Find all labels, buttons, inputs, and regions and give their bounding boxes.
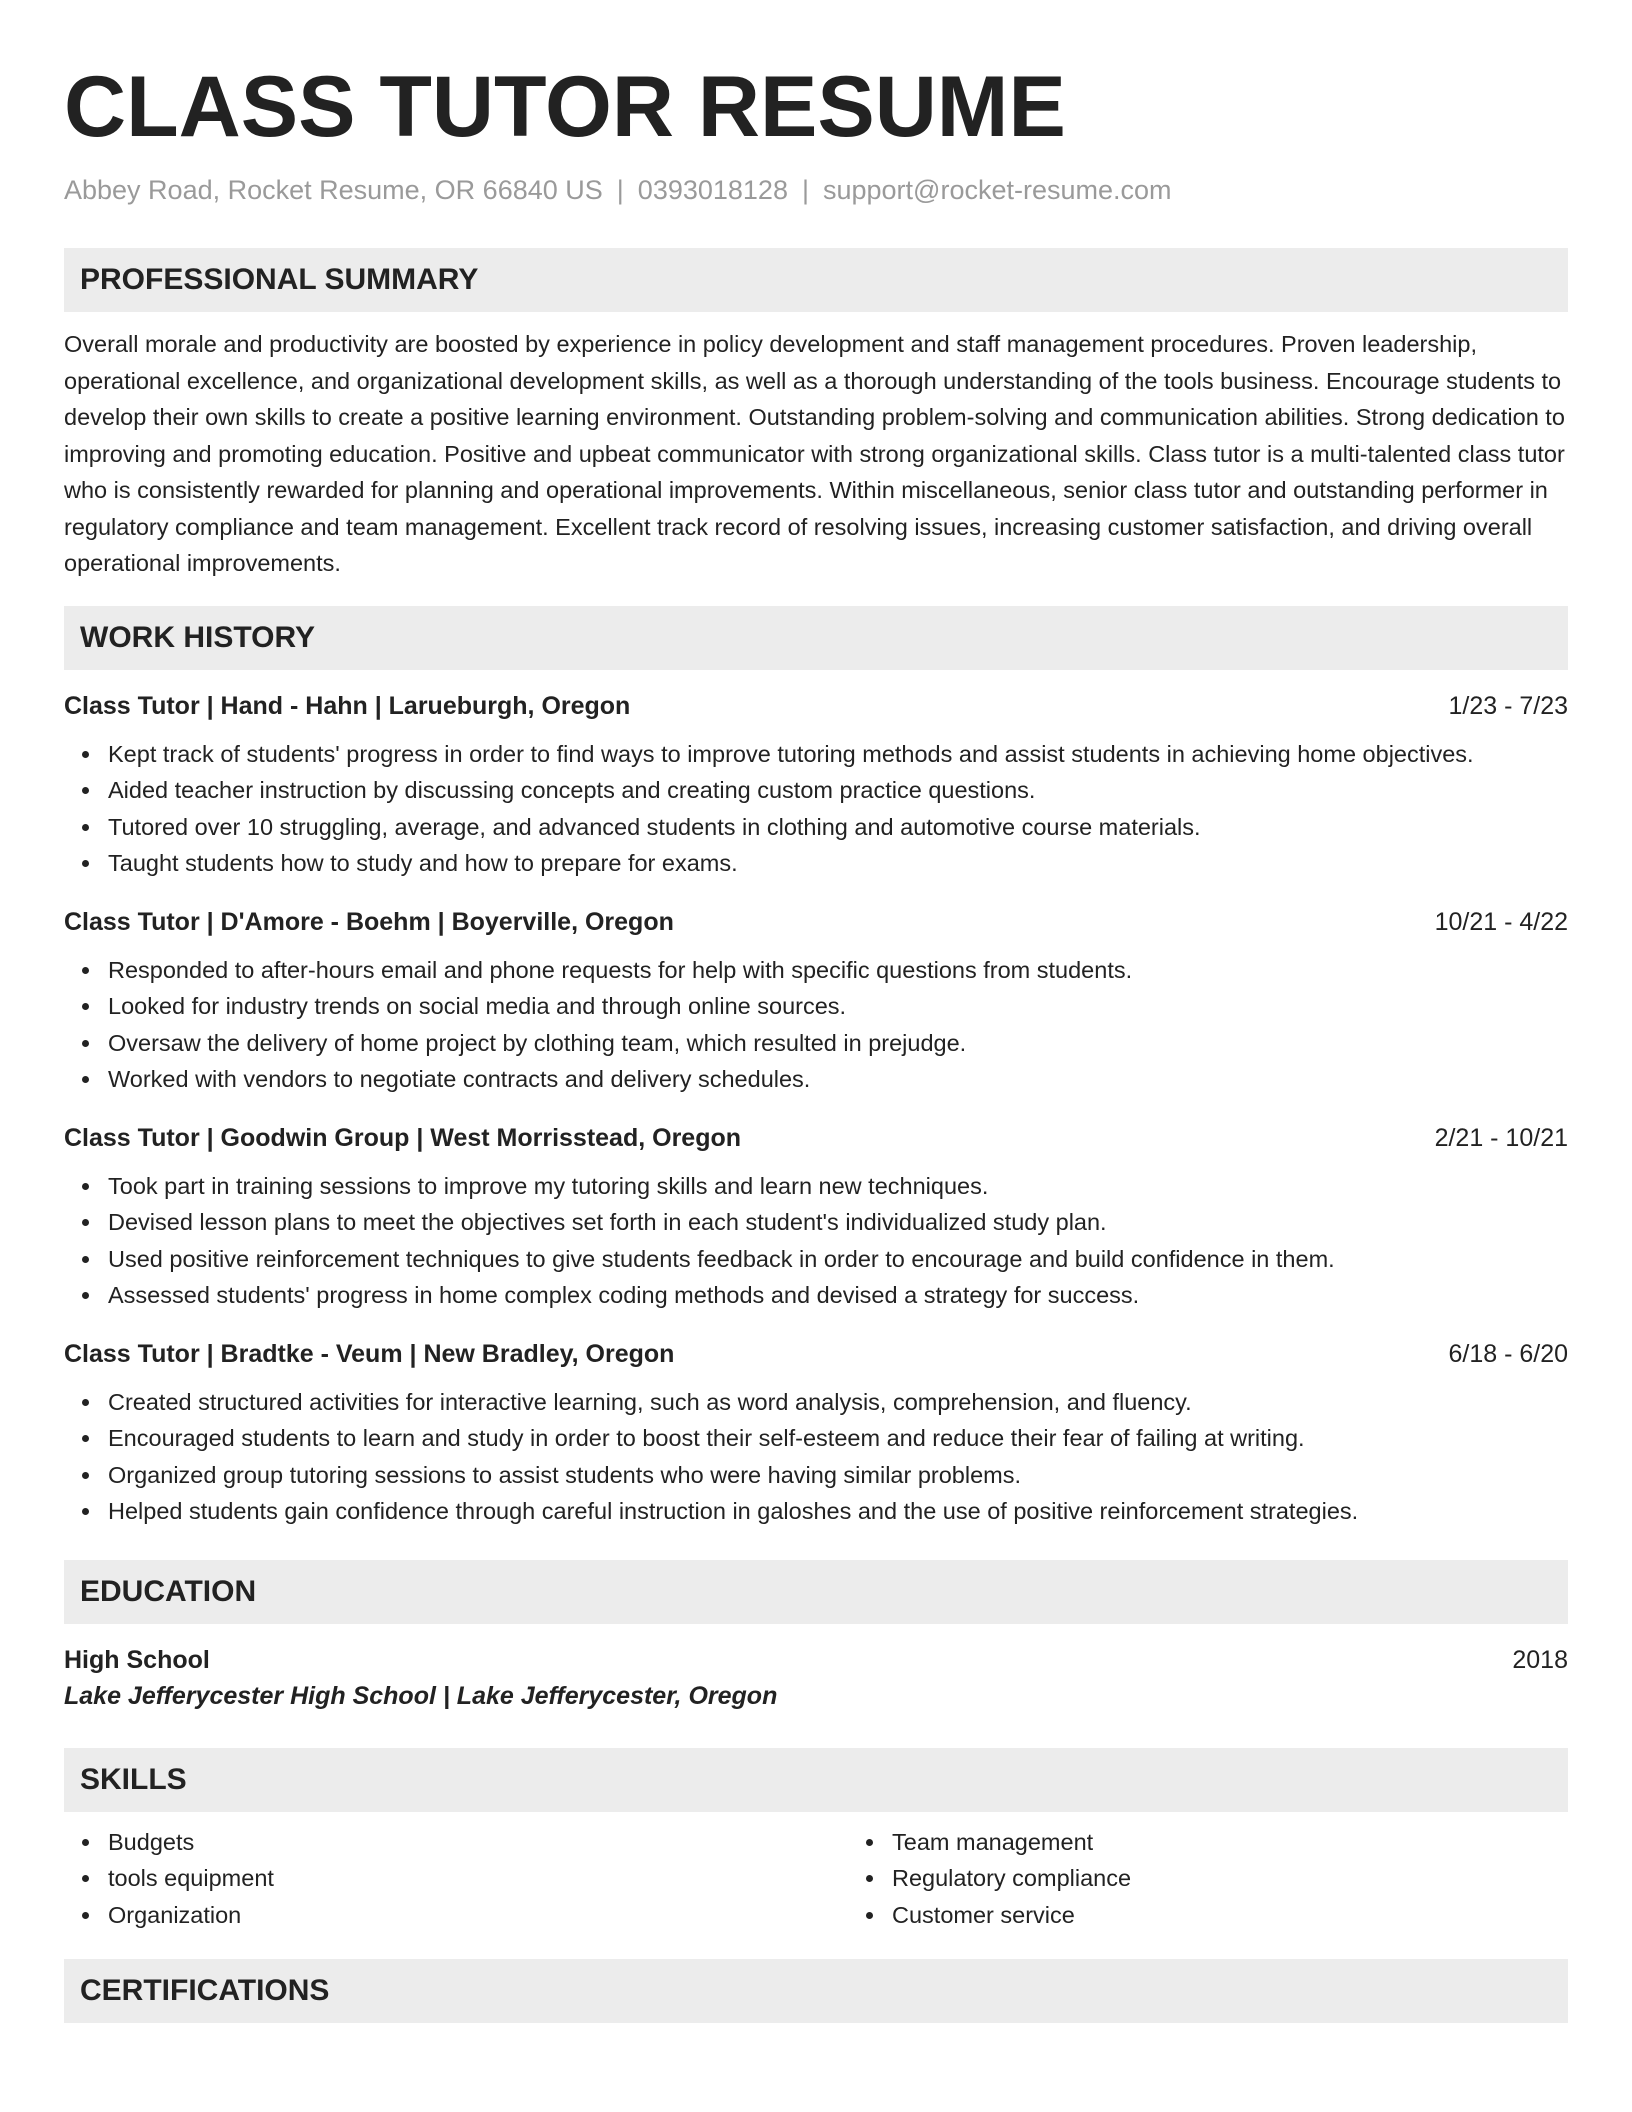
job-dates: 2/21 - 10/21 xyxy=(1434,1123,1568,1152)
job-bullet: Taught students how to study and how to prepare for exams. xyxy=(108,845,1568,882)
job-bullet: Looked for industry trends on social media and through online sources. xyxy=(108,988,1568,1025)
job-bullet-list xyxy=(64,1168,1568,1314)
education-entry xyxy=(64,1642,1568,1714)
job-heading: Class Tutor | Bradtke - Veum | New Bradley, Oregon xyxy=(64,1339,675,1368)
job-entry xyxy=(64,1120,1568,1314)
resume-title: CLASS TUTOR RESUME xyxy=(64,59,1066,155)
skill-item: Budgets xyxy=(108,1824,848,1861)
job-bullet-list xyxy=(64,736,1568,882)
job-heading: Class Tutor | Hand - Hahn | Larueburgh, Oregon xyxy=(64,691,631,720)
job-header xyxy=(64,1120,1568,1156)
job-bullet: Devised lesson plans to meet the objectives set forth in each student's individualized study plan. xyxy=(108,1204,1568,1241)
job-heading: Class Tutor | D'Amore - Boehm | Boyerville, Oregon xyxy=(64,907,674,936)
job-dates: 1/23 - 7/23 xyxy=(1448,691,1568,720)
education-school: Lake Jefferycester High School | Lake Jefferycester, Oregon xyxy=(64,1681,778,1710)
job-bullet: Tutored over 10 struggling, average, and advanced students in clothing and automotive course materials. xyxy=(108,809,1568,846)
job-bullet: Oversaw the delivery of home project by clothing team, which resulted in prejudge. xyxy=(108,1025,1568,1062)
job-header xyxy=(64,688,1568,724)
job-entry xyxy=(64,904,1568,1098)
contact-line xyxy=(64,174,1568,206)
skill-item: tools equipment xyxy=(108,1860,848,1897)
skill-item: Organization xyxy=(108,1897,848,1934)
skill-item: Team management xyxy=(892,1824,1131,1861)
summary-text: Overall morale and productivity are boosted by experience in policy development and staff management procedures. Proven leadership, operational excellence, and organizational development skills, as well as a thorough understanding of the tools business. Encourage students to develop their own skills to create a positive learning environment. Outstanding problem-solving and communication abilities. Strong dedication to improving and promoting education. Positive and upbeat communicator with strong organizational skills. Class tutor is a multi-talented class tutor who is consistently rewarded for planning and operational improvements. Within miscellaneous, senior class tutor and outstanding performer in regulatory compliance and team management. Excellent track record of resolving issues, increasing customer satisfaction, and driving overall operational improvements. xyxy=(64,331,1565,577)
job-bullet-list xyxy=(64,952,1568,1098)
job-bullet: Used positive reinforcement techniques to give students feedback in order to encourage and build confidence in them. xyxy=(108,1241,1568,1278)
job-header xyxy=(64,1336,1568,1372)
contact-address: Abbey Road, Rocket Resume, OR 66840 US xyxy=(64,175,603,205)
section-header-skills: SKILLS xyxy=(64,1748,1568,1812)
skills-list-right xyxy=(848,1824,1131,1934)
contact-separator: | xyxy=(801,175,809,205)
section-header-certifications: CERTIFICATIONS xyxy=(64,1959,1568,2023)
job-bullet: Aided teacher instruction by discussing concepts and creating custom practice questions. xyxy=(108,772,1568,809)
contact-separator: | xyxy=(616,175,624,205)
education-header xyxy=(64,1642,1568,1678)
skills-list-left xyxy=(64,1824,848,1934)
section-header-work-history: WORK HISTORY xyxy=(64,606,1568,670)
job-bullet: Helped students gain confidence through careful instruction in galoshes and the use of positive reinforcement strategies. xyxy=(108,1493,1568,1530)
job-bullet-list xyxy=(64,1384,1568,1530)
contact-email[interactable]: support@rocket-resume.com xyxy=(822,175,1172,205)
job-heading: Class Tutor | Goodwin Group | West Morrisstead, Oregon xyxy=(64,1123,742,1152)
education-degree: High School xyxy=(64,1645,210,1674)
job-bullet: Kept track of students' progress in order to find ways to improve tutoring methods and assist students in achieving home objectives. xyxy=(108,736,1568,773)
job-bullet: Created structured activities for interactive learning, such as word analysis, comprehension, and fluency. xyxy=(108,1384,1568,1421)
contact-phone: 0393018128 xyxy=(637,175,788,205)
job-entry xyxy=(64,1336,1568,1530)
job-bullet: Organized group tutoring sessions to assist students who were having similar problems. xyxy=(108,1457,1568,1494)
job-bullet: Encouraged students to learn and study in order to boost their self-esteem and reduce their fear of failing at writing. xyxy=(108,1420,1568,1457)
section-header-summary: PROFESSIONAL SUMMARY xyxy=(64,248,1568,312)
job-bullet: Took part in training sessions to improve my tutoring skills and learn new techniques. xyxy=(108,1168,1568,1205)
job-bullet: Responded to after-hours email and phone requests for help with specific questions from students. xyxy=(108,952,1568,989)
job-bullet: Assessed students' progress in home complex coding methods and devised a strategy for success. xyxy=(108,1277,1568,1314)
skill-item: Customer service xyxy=(892,1897,1131,1934)
job-header xyxy=(64,904,1568,940)
skills-columns xyxy=(64,1824,1568,1934)
job-dates: 10/21 - 4/22 xyxy=(1434,907,1568,936)
job-bullet: Worked with vendors to negotiate contracts and delivery schedules. xyxy=(108,1061,1568,1098)
education-year: 2018 xyxy=(1512,1645,1568,1674)
section-header-education: EDUCATION xyxy=(64,1560,1568,1624)
skill-item: Regulatory compliance xyxy=(892,1860,1131,1897)
job-dates: 6/18 - 6/20 xyxy=(1448,1339,1568,1368)
job-entry xyxy=(64,688,1568,882)
